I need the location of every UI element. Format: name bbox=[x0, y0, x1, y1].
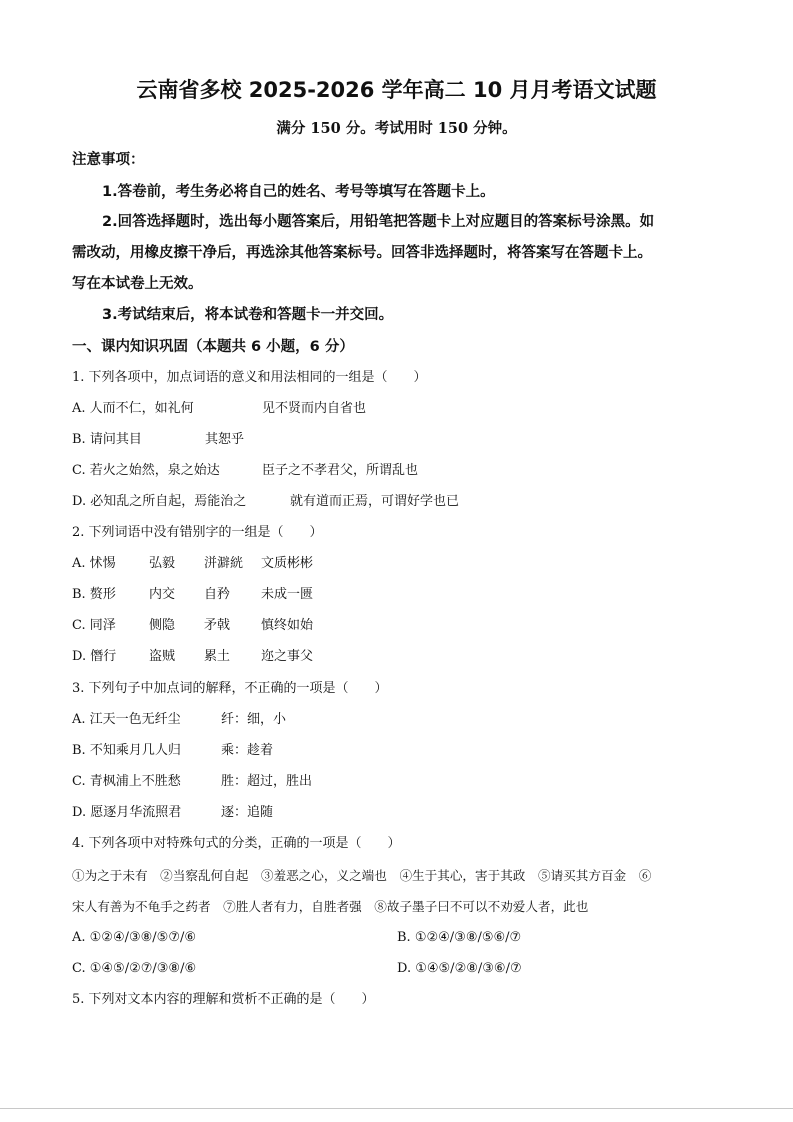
q3-option-b-left: B. 不知乘月几人归 bbox=[72, 743, 181, 758]
q1-option-d-right: 就有道而正焉，可谓好学也已 bbox=[290, 494, 460, 509]
q2-option-d bbox=[72, 648, 313, 666]
question-3-stem: 3. 下列句子中加点词的解释，不正确的一项是（ ） bbox=[72, 681, 388, 696]
q1-option-c-right: 臣子之不孝君父，所谓乱也 bbox=[262, 463, 419, 478]
q1-option-a-left: A. 人而不仁，如礼何 bbox=[72, 401, 194, 416]
q2-b-word-4: 未成一匮 bbox=[261, 587, 314, 602]
q3-option-d-left: D. 愿逐月华流照君 bbox=[72, 805, 182, 820]
q2-option-c bbox=[72, 617, 313, 635]
q2-d-word-4: 迩之事父 bbox=[261, 649, 314, 664]
page-subtitle: 满分 150 分。考试用时 150 分钟。 bbox=[276, 120, 517, 137]
q3-option-c-right: 胜：超过，胜出 bbox=[221, 774, 313, 789]
note-1: 1.答卷前，考生务必将自己的姓名、考号等填写在答题卡上。 bbox=[102, 184, 495, 200]
q4-option-c: C. ①④⑤/②⑦/③⑧/⑥ bbox=[72, 961, 197, 976]
q2-b-word-2: 内交 bbox=[149, 587, 176, 602]
note-2-line-1: 2.回答选择题时，选出每小题答案后，用铅笔把答题卡上对应题目的答案标号涂黑。如 bbox=[102, 214, 655, 230]
q4-sentences-line-2: 宋人有善为不龟手之药者 ⑦胜人者有力，自胜者强 ⑧故子墨子曰不可以不劝爱人者，此也 bbox=[72, 899, 589, 914]
q3-option-a-right: 纤：细，小 bbox=[221, 712, 287, 727]
question-5-stem: 5. 下列对文本内容的理解和赏析不正确的是（ ） bbox=[72, 992, 375, 1007]
q3-option-d-right: 逐：追随 bbox=[221, 805, 274, 820]
q3-option-b-right: 乘：趁着 bbox=[221, 743, 274, 758]
q2-a-word-3: 洴澼絖 bbox=[204, 556, 244, 571]
q1-option-c-left: C. 若火之始然，泉之始达 bbox=[72, 463, 220, 478]
q2-c-word-1: C. 同泽 bbox=[72, 618, 116, 633]
q2-a-word-4: 文质彬彬 bbox=[261, 556, 314, 571]
q4-option-a: A. ①②④/③⑧/⑤⑦/⑥ bbox=[72, 930, 197, 945]
page-title: 云南省多校 2025-2026 学年高二 10 月月考语文试题 bbox=[136, 78, 657, 102]
q3-option-c-left: C. 青枫浦上不胜愁 bbox=[72, 774, 181, 789]
note-2-line-3: 写在本试卷上无效。 bbox=[72, 276, 203, 292]
note-3: 3.考试结束后，将本试卷和答题卡一并交回。 bbox=[102, 307, 394, 323]
note-2-line-2: 需改动，用橡皮擦干净后，再选涂其他答案标号。回答非选择题时，将答案写在答题卡上。 bbox=[72, 245, 652, 261]
section-heading: 一、课内知识巩固（本题共 6 小题，6 分） bbox=[72, 339, 354, 355]
q2-d-word-2: 盗贼 bbox=[149, 649, 176, 664]
q4-option-d: D. ①④⑤/②⑧/③⑥/⑦ bbox=[397, 961, 522, 976]
q1-option-a-right: 见不贤而内自省也 bbox=[262, 401, 367, 416]
q4-sentences-line-1: ①为之于未有 ②当察乱何自起 ③羞恶之心，义之端也 ④生于其心，害于其政 ⑤请买其方百金 ⑥ bbox=[72, 868, 652, 883]
q2-c-word-4: 慎终如始 bbox=[261, 618, 314, 633]
q1-option-d-left: D. 必知乱之所自起，焉能治之 bbox=[72, 494, 247, 509]
page-bottom-rule bbox=[0, 1108, 793, 1109]
q2-a-word-2: 弘毅 bbox=[149, 556, 176, 571]
question-2-stem: 2. 下列词语中没有错别字的一组是（ ） bbox=[72, 525, 323, 540]
q1-option-b-right: 其恕乎 bbox=[205, 432, 245, 447]
q2-c-word-2: 侧隐 bbox=[149, 618, 176, 633]
q2-d-word-3: 累土 bbox=[204, 649, 231, 664]
q2-b-word-3: 自矜 bbox=[204, 587, 231, 602]
q2-a-word-1: A. 怵惕 bbox=[72, 556, 116, 571]
q2-option-a bbox=[72, 555, 313, 573]
q4-option-b: B. ①②④/③⑧/⑤⑥/⑦ bbox=[397, 930, 522, 945]
question-1-stem: 1. 下列各项中，加点词语的意义和用法相同的一组是（ ） bbox=[72, 370, 427, 385]
question-4-stem: 4. 下列各项中对特殊句式的分类，正确的一项是（ ） bbox=[72, 836, 401, 851]
q2-b-word-1: B. 赘形 bbox=[72, 587, 116, 602]
q2-option-b bbox=[72, 586, 313, 604]
notes-heading: 注意事项： bbox=[72, 152, 145, 168]
q2-c-word-3: 矛戟 bbox=[204, 618, 231, 633]
q2-d-word-1: D. 僭行 bbox=[72, 649, 117, 664]
q1-option-b-left: B. 请问其目 bbox=[72, 432, 142, 447]
q3-option-a-left: A. 江天一色无纤尘 bbox=[72, 712, 181, 727]
